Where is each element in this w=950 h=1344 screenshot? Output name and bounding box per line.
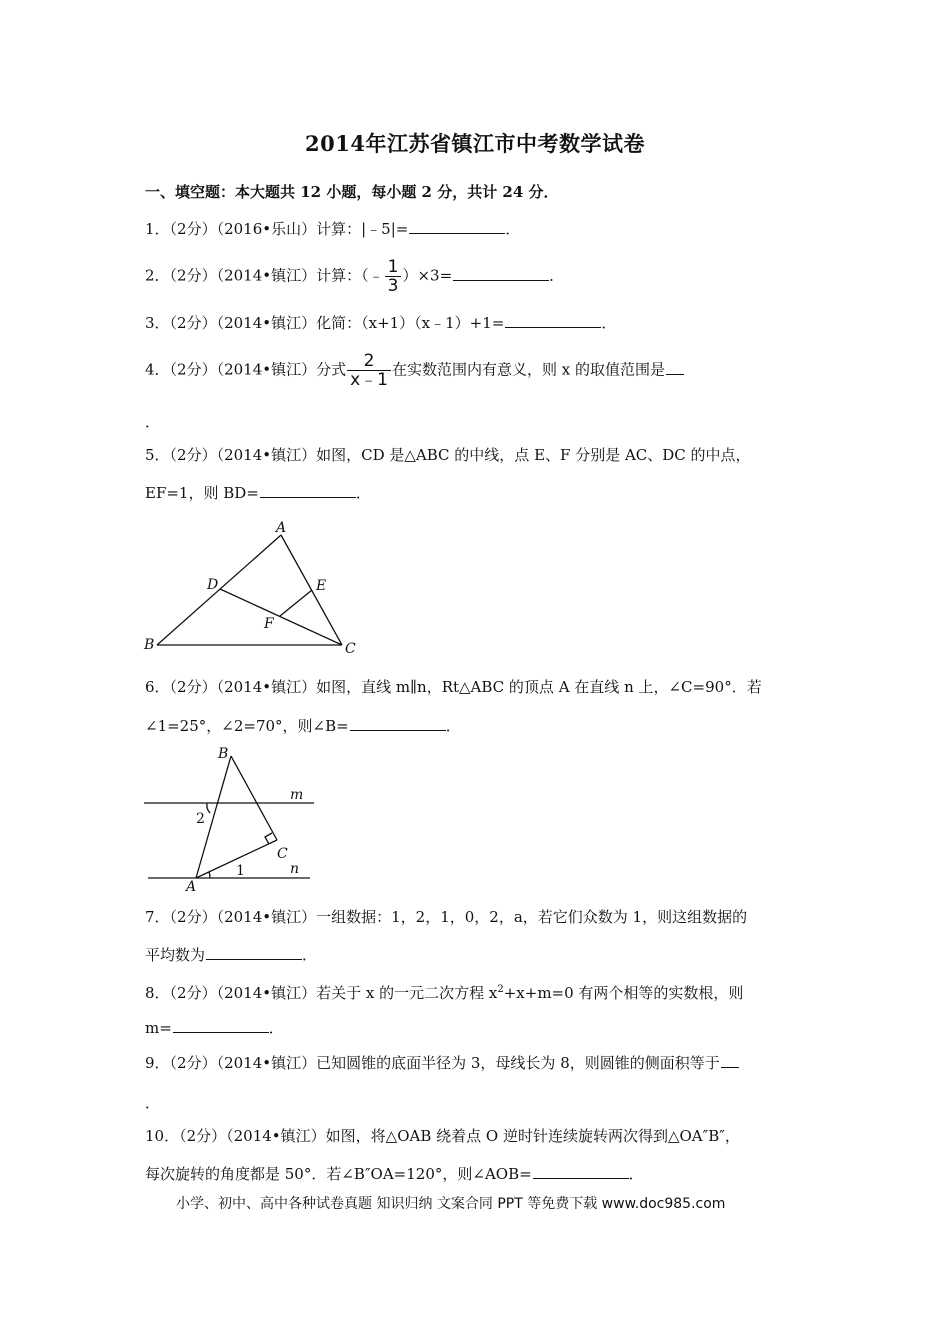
fraction-denominator: 3: [387, 276, 399, 296]
segment-ab: [157, 535, 281, 645]
label-c: C: [345, 641, 356, 657]
question-9-continuation: ．: [145, 1094, 161, 1112]
answer-blank: [533, 1164, 629, 1179]
question-6-line2: [145, 716, 461, 736]
answer-blank: [721, 1053, 739, 1068]
answer-blank: [260, 483, 356, 498]
parallel-lines-figure-q6: [140, 742, 330, 895]
question-6-line1: 6．（2分）（2014•镇江）如图，直线 m∥n，Rt△ABC 的顶点 A 在直线 n 上，∠C=90°．若: [145, 678, 762, 696]
fraction: [385, 258, 402, 295]
answer-blank: [505, 313, 601, 328]
question-6-end: ．: [445, 717, 461, 735]
question-3-end: ．: [601, 314, 617, 332]
segment-dc: [220, 589, 342, 645]
question-2-suffix: ）×3=: [402, 266, 453, 285]
question-7-line2: [145, 945, 317, 965]
answer-blank: [206, 945, 302, 960]
fraction: [347, 352, 391, 389]
fraction-numerator: 2: [347, 352, 391, 371]
question-5-line1: 5．（2分）（2014•镇江）如图，CD 是△ABC 的中线，点 E、F 分别是 AC、DC 的中点，: [145, 446, 751, 464]
label-e: E: [316, 578, 327, 594]
label-m: m: [290, 787, 304, 803]
label-d: D: [207, 577, 219, 593]
question-7-end: ．: [302, 946, 318, 964]
label-angle-1: 1: [236, 863, 245, 879]
answer-blank: [666, 360, 684, 375]
question-8-text: 8．（2分）（2014•镇江）若关于 x 的一元二次方程 x: [145, 984, 498, 1002]
question-10-text: 每次旋转的角度都是 50°．若∠B″OA=120°，则∠AOB=: [145, 1165, 532, 1183]
question-10-line2: [145, 1164, 644, 1184]
triangle-figure-q5: [140, 518, 370, 658]
question-8-line1: [145, 980, 743, 1003]
answer-blank: [173, 1018, 269, 1033]
question-4: [145, 352, 684, 389]
question-3: [145, 313, 616, 333]
page-title: 2014年江苏省镇江市中考数学试卷: [305, 131, 645, 156]
label-a: A: [186, 879, 197, 895]
label-f: F: [264, 616, 274, 632]
question-7-text: 平均数为: [145, 946, 206, 964]
answer-blank: [453, 266, 549, 281]
question-8-text-2: m=: [145, 1019, 172, 1037]
question-9-text: 9．（2分）（2014•镇江）已知圆锥的底面半径为 3，母线长为 8，则圆锥的侧面积等于: [145, 1054, 720, 1072]
segment-ef: [280, 590, 312, 616]
question-1: [145, 219, 520, 239]
question-6-text: ∠1=25°，∠2=70°，则∠B=: [145, 717, 349, 735]
question-5-text: EF=1，则 BD=: [145, 484, 259, 502]
angle-2-arc: [207, 803, 210, 813]
fraction-numerator: 1: [385, 258, 402, 277]
label-b: B: [144, 637, 155, 653]
question-4-continuation: ．: [145, 413, 161, 431]
question-2: [145, 258, 564, 295]
question-8-text-b: +x+m=0 有两个相等的实数根，则: [503, 984, 744, 1002]
question-3-text: 3．（2分）（2014•镇江）化简：（x+1）（x﹣1）+1=: [145, 314, 505, 332]
question-5-line2: [145, 483, 371, 503]
label-b: B: [218, 746, 229, 762]
question-1-text: 1．（2分）（2016•乐山）计算：|﹣5|=: [145, 220, 409, 238]
segment-bc: [231, 756, 277, 840]
question-9-line1: [145, 1053, 739, 1073]
question-1-end: ．: [505, 220, 521, 238]
question-2-end: ．: [549, 266, 565, 285]
question-8-end: ．: [268, 1019, 284, 1037]
answer-blank: [409, 219, 505, 234]
section-heading: 一、填空题：本大题共 12 小题，每小题 2 分，共计 24 分．: [145, 183, 559, 201]
question-4-text: 4．（2分）（2014•镇江）分式: [145, 360, 347, 379]
angle-1-arc: [209, 872, 210, 878]
question-2-text: 2．（2分）（2014•镇江）计算：（﹣: [145, 266, 384, 285]
footer-text: 小学、初中、高中各种试卷真题 知识归纳 文案合同 PPT 等免费下载 www.doc985.com: [176, 1196, 726, 1212]
fraction-denominator: x﹣1: [350, 370, 389, 390]
label-n: n: [290, 861, 300, 877]
label-a: A: [276, 520, 287, 536]
question-8-line2: [145, 1018, 284, 1038]
answer-blank: [350, 716, 446, 731]
question-10-end: ．: [628, 1165, 644, 1183]
label-c: C: [277, 846, 288, 862]
question-10-line1: 10．（2分）（2014•镇江）如图，将△OAB 绕着点 O 逆时针连续旋转两次得到△OA″B″，: [145, 1127, 740, 1145]
question-4-suffix: 在实数范围内有意义，则 x 的取值范围是: [392, 360, 666, 379]
label-angle-2: 2: [196, 811, 205, 827]
exponent: 2: [497, 984, 504, 995]
question-5-end: ．: [355, 484, 371, 502]
question-7-line1: 7．（2分）（2014•镇江）一组数据：1，2，1，0，2，a，若它们众数为 1，则这组数据的: [145, 908, 748, 926]
